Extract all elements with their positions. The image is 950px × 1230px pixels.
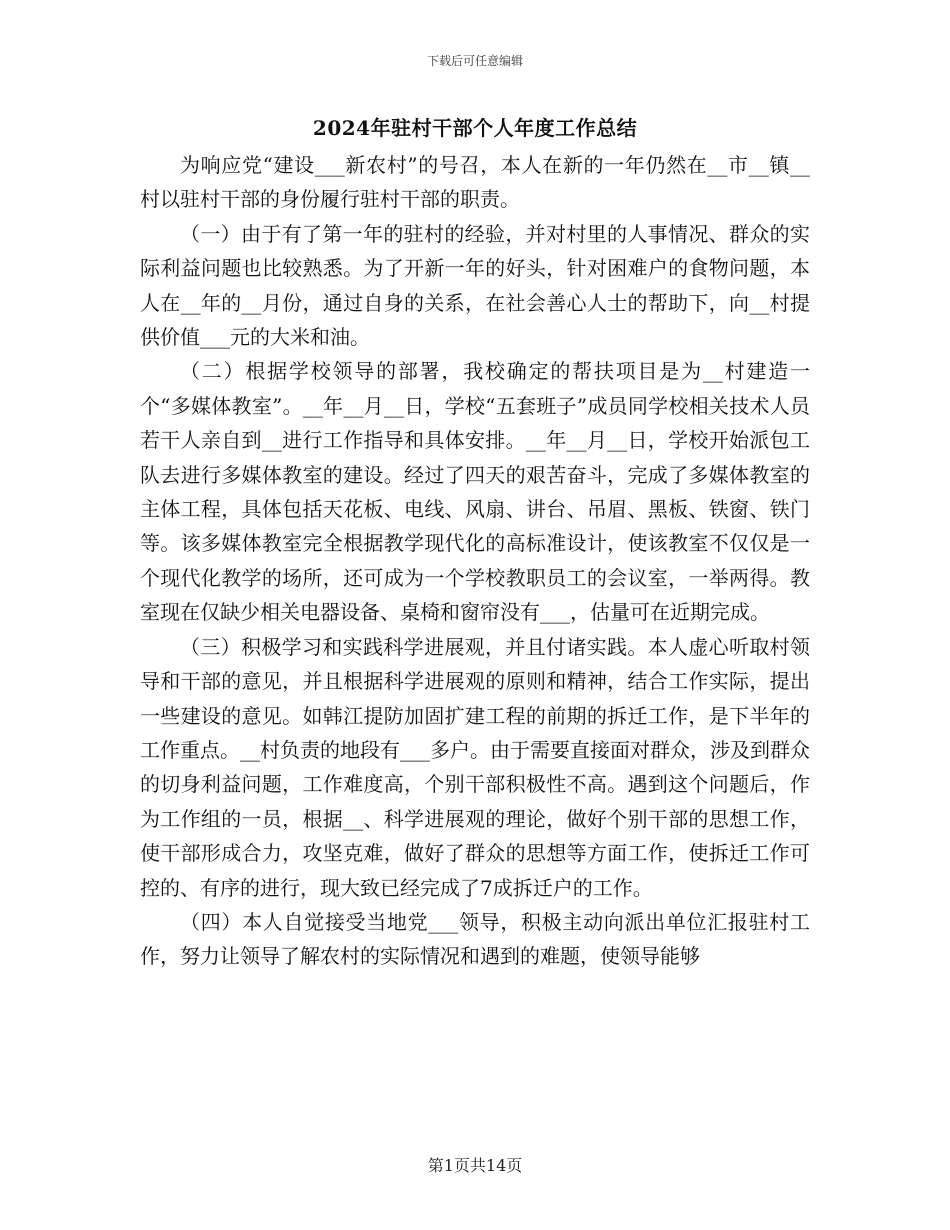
paragraph-section-2: （二）根据学校领导的部署，我校确定的帮扶项目是为__村建造一个“多媒体教室”。__年__月__日，学校“五套班子”成员同学校相关技术人员若干人亲自到__进行工作指导和具体安排。__年__月__日，学校开始派包工队去进行多媒体教室的建设。经过了四天的艰苦奋斗，完成了多媒体教室的主体工程，具体包括天花板、电线、风扇、讲台、吊眉、黑板、铁窗、铁门等。该多媒体教室完全根据教学现代化的高标准设计，使该教室不仅仅是一个现代化教学的场所，还可成为一个学校教职员工的会议室，一举两得。教室现在仅缺少相关电器设备、桌椅和窗帘没有___，估量可在近期完成。 bbox=[140, 359, 810, 625]
document-title: 2024年驻村干部个人年度工作总结 bbox=[312, 116, 638, 140]
document-body bbox=[140, 148, 810, 974]
paragraph-section-1: （一）由于有了第一年的驻村的经验，并对村里的人事情况、群众的实际利益问题也比较熟悉。为了开新一年的好头，针对困难户的食物问题，本人在__年的__月份，通过自身的关系，在社会善心人士的帮助下，向__村提供价值___元的大米和油。 bbox=[140, 221, 810, 350]
paragraph-intro: 为响应党“建设___新农村”的号召，本人在新的一年仍然在__市__镇__村以驻村干部的身份履行驻村干部的职责。 bbox=[140, 153, 810, 212]
paragraph-section-3: （三）积极学习和实践科学进展观，并且付诸实践。本人虚心听取村领导和干部的意见，并且根据科学进展观的原则和精神，结合工作实际，提出一些建设的意见。如韩江提防加固扩建工程的前期的拆迁工作，是下半年的工作重点。__村负责的地段有___多户。由于需要直接面对群众，涉及到群众的切身利益问题，工作难度高，个别干部积极性不高。遇到这个问题后，作为工作组的一员，根据__、科学进展观的理论，做好个别干部的思想工作，使干部形成合力，攻坚克难，做好了群众的思想等方面工作，使拆迁工作可控的、有序的进行，现大致已经完成了7成拆迁户的工作。 bbox=[140, 634, 810, 900]
paragraph-section-4: （四）本人自觉接受当地党___领导，积极主动向派出单位汇报驻村工作，努力让领导了解农村的实际情况和遇到的难题，使领导能够 bbox=[140, 909, 810, 969]
page-header-note: 下载后可任意编辑 bbox=[426, 54, 523, 68]
page-number: 第1页共14页 bbox=[427, 1156, 523, 1175]
